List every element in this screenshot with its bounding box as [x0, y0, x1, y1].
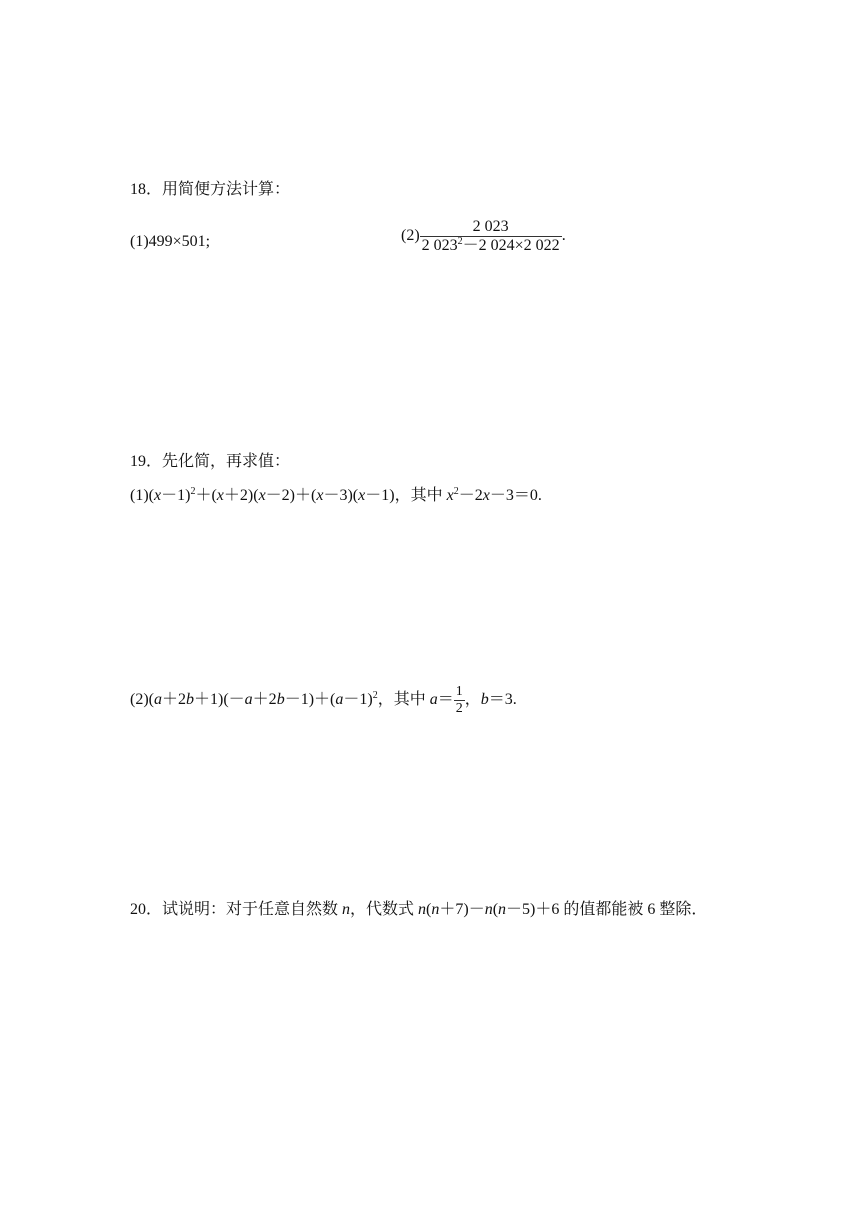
- q20-statement: 20．试说明：对于任意自然数 n，代数式 n(n＋7)－n(n－5)＋6 的值都能被 6 整除．: [130, 901, 708, 918]
- q18-heading: 18．用简便方法计算：: [130, 181, 291, 198]
- q19-part2: $(2)(a+2b+1)(-a+2b-1)+(a-1)^2$，其中 a＝ $\frac{1}{2}$ ，b＝3.: [130, 684, 517, 716]
- q18-part2: [401, 218, 566, 255]
- q19-part2-fraction: $\frac{1}{2}$: [455, 684, 463, 716]
- q18-part1: (1)499×501;: [130, 233, 211, 250]
- q18-part2-denominator: 2 $023^2-2$ 024×2 022: [421, 236, 560, 254]
- q18-part2-numerator: 2 023: [472, 218, 509, 235]
- q19-part1: $(1)(x-1)^2+(x+2)(x-2)+(x-3)(x-1)$，其中 $x^2-2x-3=0$.: [130, 486, 542, 504]
- q19-heading: 19．先化简，再求值：: [130, 453, 291, 470]
- q18-part2-end: .: [561, 227, 566, 245]
- q18-part2-label: (2): [401, 227, 420, 245]
- q18-part2-fraction: [420, 218, 562, 255]
